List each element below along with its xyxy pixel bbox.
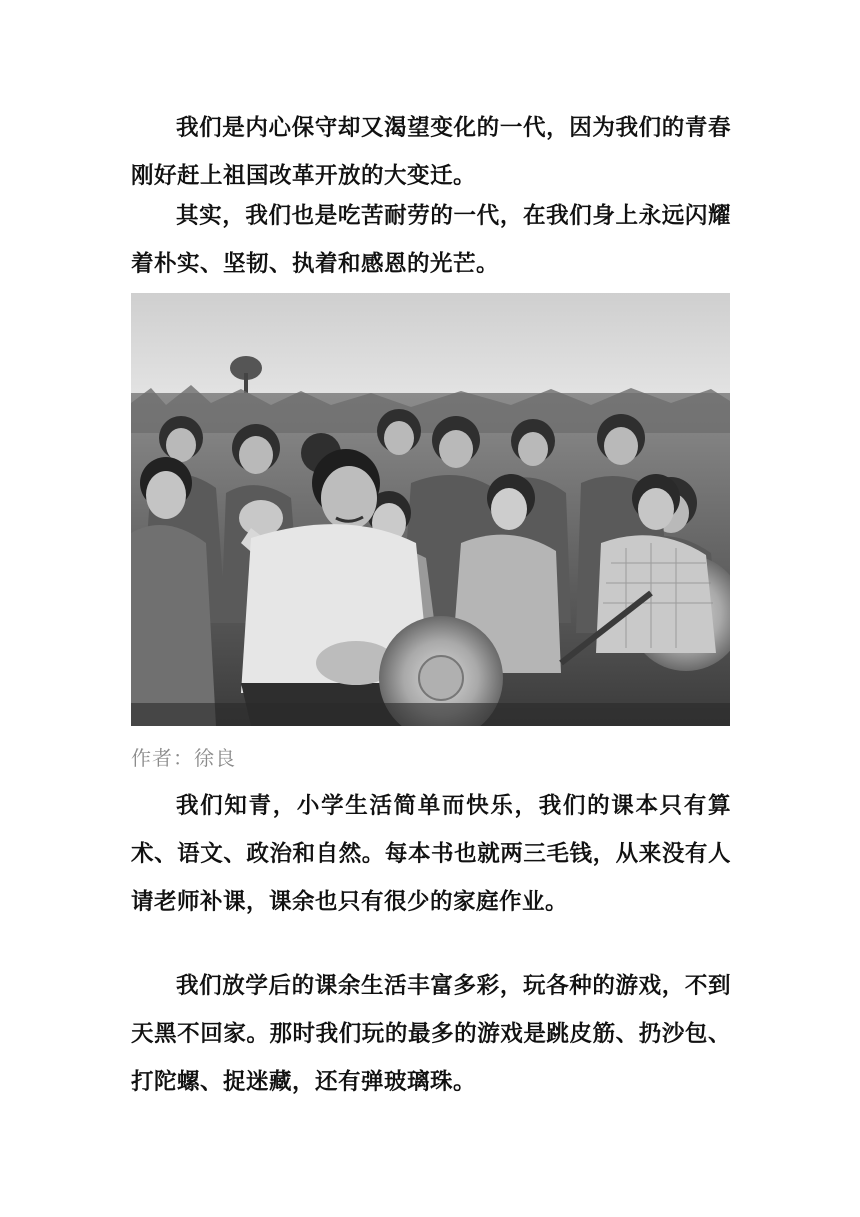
paragraph-school-life: 我们知青，小学生活简单而快乐，我们的课本只有算术、语文、政治和自然。每本书也就两三毛钱，从来没有人请老师补课，课余也只有很少的家庭作业。 <box>131 793 731 915</box>
paragraph-hardworking: 其实，我们也是吃苦耐劳的一代，在我们身上永远闪耀着朴实、坚韧、执着和感恩的光芒。 <box>131 203 731 277</box>
paragraph-games: 我们放学后的课余生活丰富多彩，玩各种的游戏，不到天黑不回家。那时我们玩的最多的游戏是跳皮筋、扔沙包、打陀螺、捉迷藏，还有弹玻璃珠。 <box>131 973 731 1095</box>
photo-caption: 作者：徐良 <box>131 746 236 770</box>
group-photo <box>131 293 730 726</box>
paragraph-intro: 我们是内心保守却又渴望变化的一代，因为我们的青春刚好赶上祖国改革开放的大变迁。 <box>131 115 731 189</box>
